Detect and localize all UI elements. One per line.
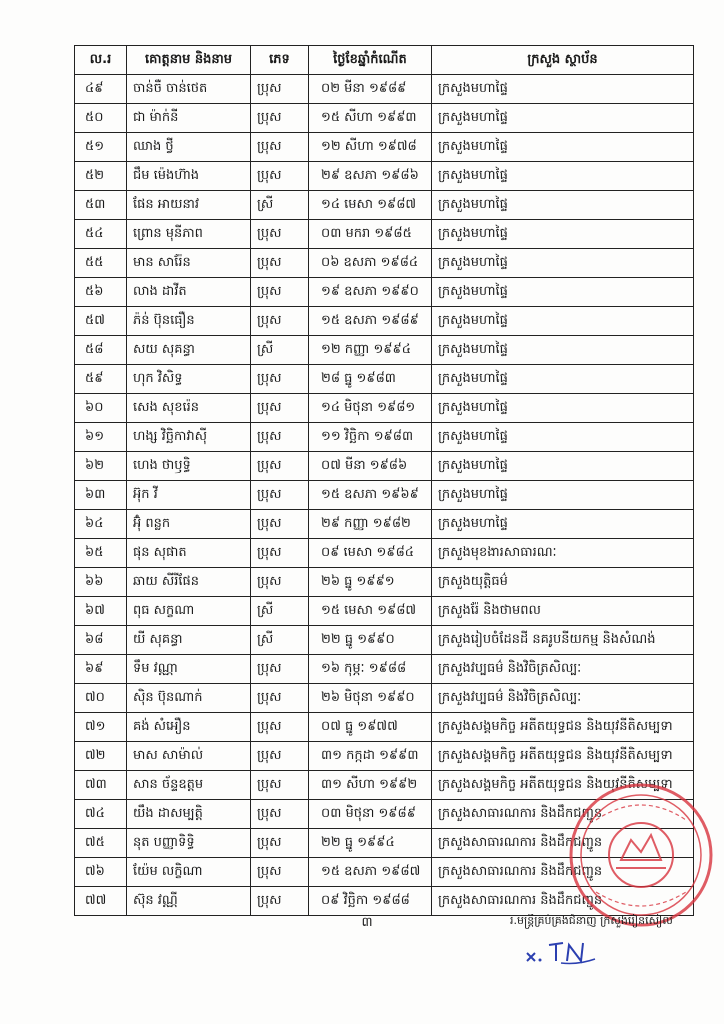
gender-cell: ប្រុស <box>251 887 309 916</box>
gender-cell: ប្រុស <box>251 104 309 133</box>
gender-cell: ប្រុស <box>251 452 309 481</box>
gender-cell: ប្រុស <box>251 800 309 829</box>
ministry-cell: ក្រសួងសាធារណការ និងដឹកជញ្ជូន <box>432 858 694 887</box>
date-of-birth-cell: ៣១ សីហា ១៩៩២ <box>309 771 432 800</box>
ministry-cell: ក្រសួងសាធារណការ និងដឹកជញ្ជូន <box>432 887 694 916</box>
header-gender: ភេទ <box>251 46 309 75</box>
row-number-cell: ៧១ <box>75 713 127 742</box>
date-of-birth-cell: ១២ សីហា ១៩៧៨ <box>309 133 432 162</box>
full-name-cell: មាន សារ៉ែន <box>127 249 251 278</box>
full-name-cell: ហង្ស វិច្ឆិកាវាស៊ី <box>127 423 251 452</box>
date-of-birth-cell: ១៩ ឧសភា ១៩៩០ <box>309 278 432 307</box>
gender-cell: ស្រី <box>251 626 309 655</box>
ministry-cell: ក្រសួងមហាផ្ទៃ <box>432 481 694 510</box>
table-row <box>75 626 694 655</box>
full-name-cell: ស៊ុន វណ្ណី <box>127 887 251 916</box>
table-row <box>75 568 694 597</box>
official-stamp <box>566 780 716 930</box>
header-ministry: ក្រសួង ស្ថាប័ន <box>432 46 694 75</box>
header-date-of-birth: ថ្ងៃខែឆ្នាំកំណើត <box>309 46 432 75</box>
gender-cell: ប្រុស <box>251 75 309 104</box>
full-name-cell: ព្រោន មុនីភាព <box>127 220 251 249</box>
date-of-birth-cell: ០៣ មករា ១៩៨៥ <box>309 220 432 249</box>
ministry-cell: ក្រសួងរៀបចំដែនដី នគរូបនីយកម្ម និងសំណង់ <box>432 626 694 655</box>
full-name-cell: ពុធ សក្ខណា <box>127 597 251 626</box>
date-of-birth-cell: ២២ ធ្នូ ១៩៩០ <box>309 626 432 655</box>
table-row <box>75 278 694 307</box>
full-name-cell: យឹង ដាសម្បត្តិ <box>127 800 251 829</box>
row-number-cell: ៥០ <box>75 104 127 133</box>
ministry-cell: ក្រសួងមហាផ្ទៃ <box>432 452 694 481</box>
gender-cell: ស្រី <box>251 336 309 365</box>
ministry-cell: ក្រសួងមហាផ្ទៃ <box>432 133 694 162</box>
row-number-cell: ៥៦ <box>75 278 127 307</box>
date-of-birth-cell: ០៩ មេសា ១៩៨៤ <box>309 539 432 568</box>
full-name-cell: សេង សុខរ៉េន <box>127 394 251 423</box>
date-of-birth-cell: ២៩ កញ្ញា ១៩៨២ <box>309 510 432 539</box>
full-name-cell: អ៊ុក វី <box>127 481 251 510</box>
full-name-cell: សយ សុគន្ធា <box>127 336 251 365</box>
ministry-cell: ក្រសួងមហាផ្ទៃ <box>432 278 694 307</box>
ministry-cell: ក្រសួងមហាផ្ទៃ <box>432 365 694 394</box>
row-number-cell: ៦៨ <box>75 626 127 655</box>
date-of-birth-cell: ៣១ កក្កដា ១៩៩៣ <box>309 742 432 771</box>
gender-cell: ប្រុស <box>251 858 309 887</box>
full-name-cell: ឆាយ សីរីផែន <box>127 568 251 597</box>
table-row <box>75 713 694 742</box>
date-of-birth-cell: ១៥ សីហា ១៩៩៣ <box>309 104 432 133</box>
gender-cell: ប្រុស <box>251 568 309 597</box>
row-number-cell: ៥៨ <box>75 336 127 365</box>
gender-cell: ប្រុស <box>251 510 309 539</box>
date-of-birth-cell: ២៨ ធ្នូ ១៩៨៣ <box>309 365 432 394</box>
table-row <box>75 104 694 133</box>
row-number-cell: ៧០ <box>75 684 127 713</box>
page-number: ៣ <box>361 915 373 930</box>
date-of-birth-cell: ០៦ ឧសភា ១៩៨៤ <box>309 249 432 278</box>
ministry-cell: ក្រសួងមហាផ្ទៃ <box>432 394 694 423</box>
full-name-cell: ជឹម ម៉េងហ៊ាង <box>127 162 251 191</box>
header-name: គោត្តនាម និងនាម <box>127 46 251 75</box>
ministry-cell: ក្រសួងមហាផ្ទៃ <box>432 307 694 336</box>
gender-cell: ប្រុស <box>251 655 309 684</box>
row-number-cell: ៥១ <box>75 133 127 162</box>
row-number-cell: ៧៣ <box>75 771 127 800</box>
table-row <box>75 220 694 249</box>
ministry-cell: ក្រសួងយុត្តិធម៌ <box>432 568 694 597</box>
date-of-birth-cell: ១១ វិច្ឆិកា ១៩៨៣ <box>309 423 432 452</box>
full-name-cell: គង់ សំអឿន <box>127 713 251 742</box>
ministry-cell: ក្រសួងវប្បធម៌ និងវិចិត្រសិល្បៈ <box>432 684 694 713</box>
table-row <box>75 365 694 394</box>
full-name-cell: យ៉ែម លក្ខិណា <box>127 858 251 887</box>
ministry-cell: ក្រសួងមហាផ្ទៃ <box>432 162 694 191</box>
ministry-cell: ក្រសួងមហាផ្ទៃ <box>432 423 694 452</box>
full-name-cell: អ៊ុំ ពន្លក <box>127 510 251 539</box>
full-name-cell: ភ៉ន់ ប៊ុនធឿន <box>127 307 251 336</box>
date-of-birth-cell: ១២ កញ្ញា ១៩៩៤ <box>309 336 432 365</box>
gender-cell: ស្រី <box>251 597 309 626</box>
full-name-cell: ផុន សុផាត <box>127 539 251 568</box>
full-name-cell: នុត បញ្ញាទិទ្ធិ <box>127 829 251 858</box>
full-name-cell: ផែន អាយនាវ <box>127 191 251 220</box>
date-of-birth-cell: ១៥ ឧសភា ១៩៨៩ <box>309 307 432 336</box>
gender-cell: ប្រុស <box>251 394 309 423</box>
date-of-birth-cell: ០៣ មិថុនា ១៩៨៩ <box>309 800 432 829</box>
table-row <box>75 655 694 684</box>
ministry-cell: ក្រសួងមហាផ្ទៃ <box>432 104 694 133</box>
row-number-cell: ៦០ <box>75 394 127 423</box>
row-number-cell: ៧៦ <box>75 858 127 887</box>
row-number-cell: ៦៤ <box>75 510 127 539</box>
gender-cell: ប្រុស <box>251 249 309 278</box>
full-name-cell: ហេង ថាឫទ្ធិ <box>127 452 251 481</box>
row-number-cell: ៦៥ <box>75 539 127 568</box>
row-number-cell: ៥៤ <box>75 220 127 249</box>
table-row <box>75 307 694 336</box>
full-name-cell: ស៊ិន ប៊ុនណាក់ <box>127 684 251 713</box>
row-number-cell: ៥៣ <box>75 191 127 220</box>
table-row <box>75 742 694 771</box>
ministry-cell: ក្រសួងរ៉ែ និងថាមពល <box>432 597 694 626</box>
ministry-cell: ក្រសួងមហាផ្ទៃ <box>432 510 694 539</box>
gender-cell: ប្រុស <box>251 365 309 394</box>
full-name-cell: ទឹម វណ្ណា <box>127 655 251 684</box>
full-name-cell: ជា ម៉ាក់នី <box>127 104 251 133</box>
table-row <box>75 539 694 568</box>
row-number-cell: ៧៤ <box>75 800 127 829</box>
ministry-cell: ក្រសួងសាធារណការ និងដឹកជញ្ជូន <box>432 829 694 858</box>
handwritten-signature <box>523 935 603 965</box>
ministry-cell: ក្រសួងសាធារណការ និងដឹកជញ្ជូន <box>432 800 694 829</box>
ministry-cell: ក្រសួងសង្គមកិច្ច អតីតយុទ្ធជន និងយុវនីតិសម្បទា <box>432 742 694 771</box>
table-row <box>75 394 694 423</box>
table-row <box>75 75 694 104</box>
table-row <box>75 249 694 278</box>
gender-cell: ប្រុស <box>251 684 309 713</box>
date-of-birth-cell: ០៧ ធ្នូ ១៩៧៧ <box>309 713 432 742</box>
full-name-cell: មាស សាម៉ាល់ <box>127 742 251 771</box>
ministry-cell: ក្រសួងមហាផ្ទៃ <box>432 249 694 278</box>
gender-cell: ប្រុស <box>251 133 309 162</box>
gender-cell: ប្រុស <box>251 162 309 191</box>
table-header-row <box>75 46 694 75</box>
full-name-cell: លាង ដាវីត <box>127 278 251 307</box>
date-of-birth-cell: ១៥ ឧសភា ១៩៨៧ <box>309 858 432 887</box>
date-of-birth-cell: ១៦ កុម្ភៈ ១៩៨៨ <box>309 655 432 684</box>
table-row <box>75 481 694 510</box>
ministry-cell: ក្រសួងមហាផ្ទៃ <box>432 75 694 104</box>
row-number-cell: ៥៥ <box>75 249 127 278</box>
ministry-cell: ក្រសួងមុខងារសាធារណៈ <box>432 539 694 568</box>
table-row <box>75 162 694 191</box>
table-row <box>75 684 694 713</box>
gender-cell: ប្រុស <box>251 539 309 568</box>
table-row <box>75 423 694 452</box>
row-number-cell: ៦៣ <box>75 481 127 510</box>
row-number-cell: ៦២ <box>75 452 127 481</box>
full-name-cell: ឈាង ថ្វី <box>127 133 251 162</box>
row-number-cell: ៥២ <box>75 162 127 191</box>
table-row <box>75 336 694 365</box>
table-row <box>75 510 694 539</box>
gender-cell: ប្រុស <box>251 742 309 771</box>
full-name-cell: សាន ច័ន្ទឧត្តម <box>127 771 251 800</box>
row-number-cell: ៥៧ <box>75 307 127 336</box>
row-number-cell: ៤៩ <box>75 75 127 104</box>
gender-cell: ប្រុស <box>251 713 309 742</box>
full-name-cell: យី សុគន្ធា <box>127 626 251 655</box>
gender-cell: ប្រុស <box>251 423 309 452</box>
date-of-birth-cell: ១៥ ឧសភា ១៩៦៩ <box>309 481 432 510</box>
ministry-cell: ក្រសួងមហាផ្ទៃ <box>432 336 694 365</box>
table-row <box>75 597 694 626</box>
row-number-cell: ៧៥ <box>75 829 127 858</box>
date-of-birth-cell: ២២ ធ្នូ ១៩៩៤ <box>309 829 432 858</box>
row-number-cell: ៦១ <box>75 423 127 452</box>
gender-cell: ប្រុស <box>251 307 309 336</box>
ministry-cell: ក្រសួងវប្បធម៌ និងវិចិត្រសិល្បៈ <box>432 655 694 684</box>
gender-cell: ប្រុស <box>251 829 309 858</box>
date-of-birth-cell: ០៧ មីនា ១៩៨៦ <box>309 452 432 481</box>
full-name-cell: ចាន់ចឺ ចាន់ថេត <box>127 75 251 104</box>
header-number: ល.រ <box>75 46 127 75</box>
ministry-cell: ក្រសួងសង្គមកិច្ច អតីតយុទ្ធជន និងយុវនីតិសម្បទា <box>432 771 694 800</box>
date-of-birth-cell: ០៩ វិច្ឆិកា ១៩៨៨ <box>309 887 432 916</box>
row-number-cell: ៦៩ <box>75 655 127 684</box>
gender-cell: ស្រី <box>251 191 309 220</box>
date-of-birth-cell: ១៥ មេសា ១៩៨៧ <box>309 597 432 626</box>
ministry-cell: ក្រសួងមហាផ្ទៃ <box>432 191 694 220</box>
gender-cell: ប្រុស <box>251 481 309 510</box>
full-name-cell: ហុក វិសិទ្ធ <box>127 365 251 394</box>
ministry-cell: ក្រសួងសង្គមកិច្ច អតីតយុទ្ធជន និងយុវនីតិសម្បទា <box>432 713 694 742</box>
row-number-cell: ៧២ <box>75 742 127 771</box>
date-of-birth-cell: ២៦ ធ្នូ ១៩៩១ <box>309 568 432 597</box>
ministry-cell: ក្រសួងមហាផ្ទៃ <box>432 220 694 249</box>
gender-cell: ប្រុស <box>251 278 309 307</box>
row-number-cell: ៦៧ <box>75 597 127 626</box>
row-number-cell: ៧៧ <box>75 887 127 916</box>
gender-cell: ប្រុស <box>251 771 309 800</box>
date-of-birth-cell: ១៤ មិថុនា ១៩៨១ <box>309 394 432 423</box>
row-number-cell: ៥៩ <box>75 365 127 394</box>
table-row <box>75 191 694 220</box>
date-of-birth-cell: ២៩ ឧសភា ១៩៨៦ <box>309 162 432 191</box>
footer-note: រ.មន្ត្រីគ្រប់គ្រងជំនាញ ក្រសួងរៀនសៀល <box>510 914 673 927</box>
gender-cell: ប្រុស <box>251 220 309 249</box>
table-row <box>75 452 694 481</box>
date-of-birth-cell: ២៦ មិថុនា ១៩៩០ <box>309 684 432 713</box>
date-of-birth-cell: ០២ មីនា ១៩៨៩ <box>309 75 432 104</box>
table-row <box>75 133 694 162</box>
row-number-cell: ៦៦ <box>75 568 127 597</box>
date-of-birth-cell: ១៤ មេសា ១៩៨៧ <box>309 191 432 220</box>
